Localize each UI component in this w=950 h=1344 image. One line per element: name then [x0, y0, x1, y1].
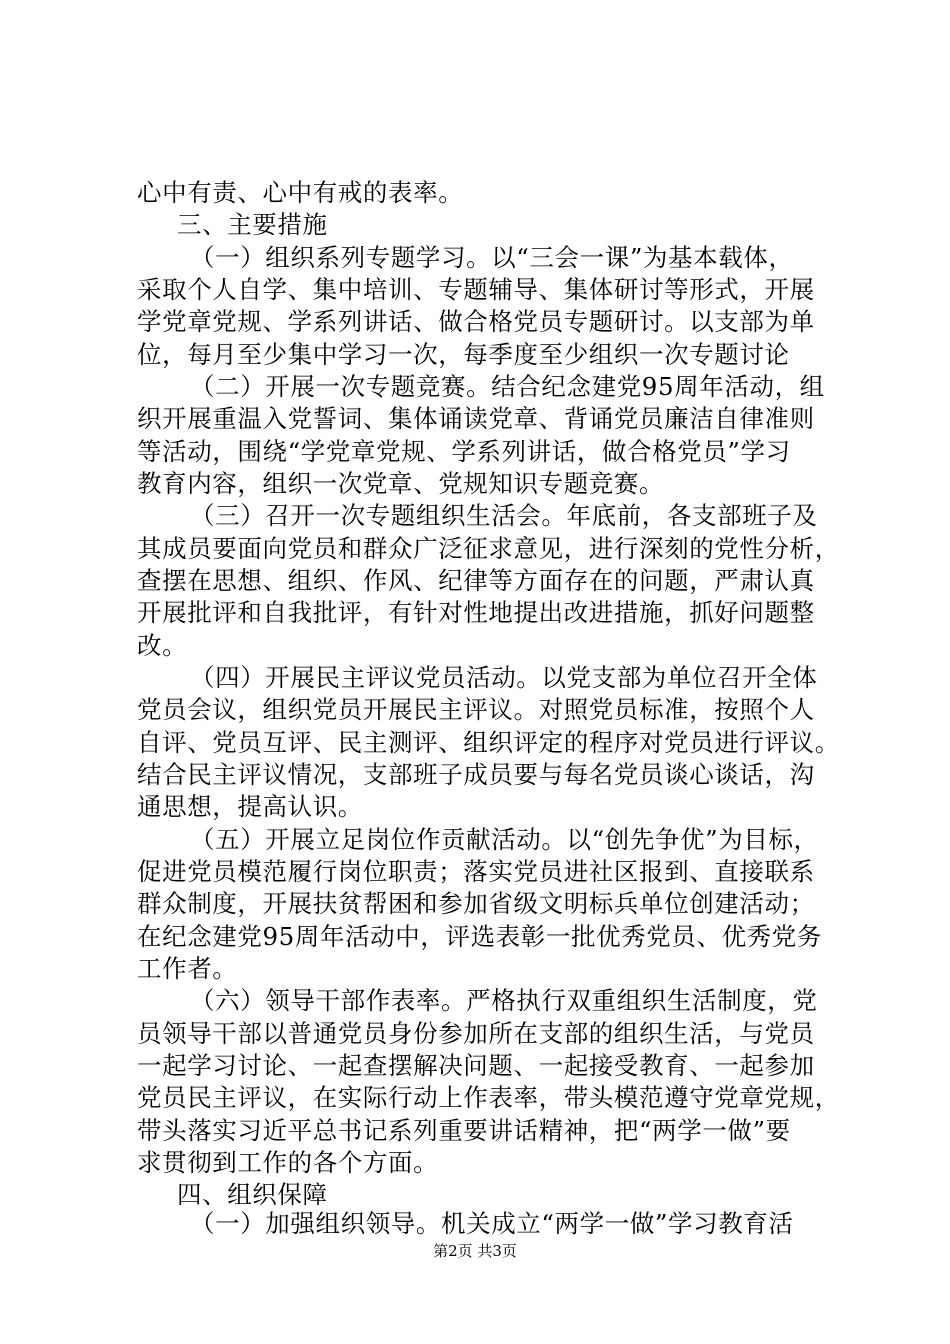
text-line: 等活动，围绕“学党章党规、学系列讲话，做合格党员”学习 [137, 437, 791, 466]
text-line: 改。 [137, 631, 188, 660]
text-line: 学党章党规、学系列讲话、做合格党员专题研讨。以支部为单 [137, 307, 815, 336]
text-line: （二）开展一次专题竞赛。结合纪念建党95周年活动，组 [190, 372, 825, 401]
text-line: 求贯彻到工作的各个方面。 [137, 1148, 439, 1177]
text-line: 党员民主评议，在实际行动上作表率，带头模范遵守党章党规， [137, 1083, 840, 1112]
text-line: 开展批评和自我批评，有针对性地提出改进措施，抓好问题整 [137, 598, 815, 627]
text-line: 查摆在思想、组织、作风、纪律等方面存在的问题，严肃认真 [137, 566, 815, 595]
text-line: 员领导干部以普通党员身份参加所在支部的组织生活，与党员 [137, 1019, 815, 1048]
text-line: （一）加强组织领导。机关成立“两学一做”学习教育活 [190, 1209, 794, 1238]
text-line: 党员会议，组织党员开展民主评议。对照党员标准，按照个人 [137, 695, 815, 724]
text-line: （三）召开一次专题组织生活会。年底前，各支部班子及 [190, 501, 818, 530]
text-line: 教育内容，组织一次党章、党规知识专题竞赛。 [137, 469, 665, 498]
text-line: 心中有责、心中有戒的表率。 [137, 178, 464, 207]
text-line: 在纪念建党95周年活动中，评选表彰一批优秀党员、优秀党务 [137, 922, 822, 951]
text-line: 一起学习讨论、一起查摆解决问题、一起接受教育、一起参加 [137, 1051, 815, 1080]
text-line: 采取个人自学、集中培训、专题辅导、集体研讨等形式，开展 [137, 275, 815, 304]
text-line: 带头落实习近平总书记系列重要讲话精神，把“两学一做”要 [137, 1116, 791, 1145]
section-heading: 三、主要措施 [177, 210, 328, 239]
text-line: 群众制度，开展扶贫帮困和参加省级文明标兵单位创建活动； [137, 889, 815, 918]
text-line: 结合民主评议情况，支部班子成员要与每名党员谈心谈话，沟 [137, 760, 815, 789]
text-line: 自评、党员互评、民主测评、组织评定的程序对党员进行评议。 [137, 728, 840, 757]
text-line: 织开展重温入党誓词、集体诵读党章、背诵党员廉洁自律准则 [137, 404, 815, 433]
text-line: （六）领导干部作表率。严格执行双重组织生活制度，党 [190, 986, 818, 1015]
text-line: （一）组织系列专题学习。以“三会一课”为基本载体， [190, 243, 794, 272]
text-line: 通思想，提高认识。 [137, 792, 363, 821]
section-heading: 四、组织保障 [177, 1180, 328, 1209]
page-footer: 第2页 共3页 [433, 1242, 517, 1260]
text-line: （四）开展民主评议党员活动。以党支部为单位召开全体 [190, 663, 818, 692]
text-line: （五）开展立足岗位作贡献活动。以“创先争优”为目标， [190, 825, 819, 854]
text-line: 工作者。 [137, 954, 238, 983]
text-line: 促进党员模范履行岗位职责；落实党员进社区报到、直接联系 [137, 857, 815, 886]
text-line: 其成员要面向党员和群众广泛征求意见，进行深刻的党性分析， [137, 534, 840, 563]
text-line: 位，每月至少集中学习一次，每季度至少组织一次专题讨论 [137, 340, 790, 369]
